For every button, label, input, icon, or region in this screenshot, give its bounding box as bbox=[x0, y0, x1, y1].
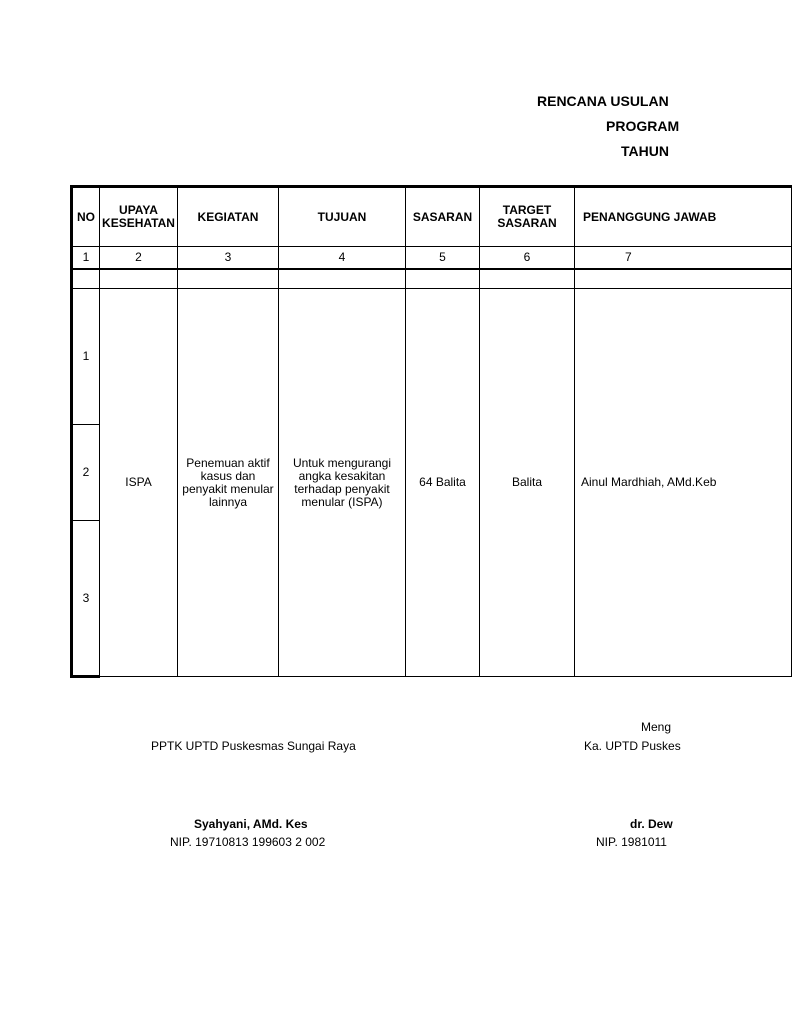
header-upaya-kesehatan: UPAYA KESEHATAN bbox=[100, 187, 178, 247]
column-number: 5 bbox=[406, 247, 480, 269]
column-number: 2 bbox=[100, 247, 178, 269]
left-signatory-nip: NIP. 19710813 199603 2 002 bbox=[170, 835, 326, 849]
doc-title-line3: TAHUN bbox=[621, 143, 669, 159]
right-signatory-name: dr. Dew bbox=[630, 817, 673, 831]
header-target-sasaran: TARGET SASARAN bbox=[480, 187, 575, 247]
doc-title-line1: RENCANA USULAN bbox=[537, 93, 669, 109]
header-sasaran: SASARAN bbox=[406, 187, 480, 247]
column-number: 6 bbox=[480, 247, 575, 269]
cell-sasaran: 64 Balita bbox=[406, 289, 480, 677]
header-tujuan: TUJUAN bbox=[279, 187, 406, 247]
header-kegiatan: KEGIATAN bbox=[178, 187, 279, 247]
left-signatory-role: PPTK UPTD Puskesmas Sungai Raya bbox=[151, 739, 356, 753]
cell-upaya-kesehatan: ISPA bbox=[100, 289, 178, 677]
cell-target-sasaran: Balita bbox=[480, 289, 575, 677]
row-number: 3 bbox=[72, 521, 100, 677]
table-spacer-row bbox=[72, 269, 792, 289]
cell-penanggung-jawab: Ainul Mardhiah, AMd.Keb bbox=[575, 289, 792, 677]
right-signatory-nip: NIP. 1981011 bbox=[596, 835, 667, 849]
column-number: 1 bbox=[72, 247, 100, 269]
doc-title-line2: PROGRAM bbox=[606, 118, 680, 134]
column-number: 4 bbox=[279, 247, 406, 269]
table-row bbox=[72, 289, 792, 425]
column-number-row bbox=[72, 247, 792, 269]
column-number: 7 bbox=[575, 247, 792, 269]
header-no: NO bbox=[72, 187, 100, 247]
rencana-table bbox=[70, 185, 792, 678]
right-signatory-role: Ka. UPTD Puskes bbox=[584, 739, 681, 753]
header-penanggung-jawab: PENANGGUNG JAWAB bbox=[575, 187, 792, 247]
column-number: 3 bbox=[178, 247, 279, 269]
row-number: 2 bbox=[72, 425, 100, 521]
right-signatory-label: Meng bbox=[641, 720, 672, 734]
cell-tujuan: Untuk mengurangi angka kesakitan terhadap penyakit menular (ISPA) bbox=[279, 289, 406, 677]
row-number: 1 bbox=[72, 289, 100, 425]
table-header-row bbox=[72, 187, 792, 247]
left-signatory-name: Syahyani, AMd. Kes bbox=[194, 817, 308, 831]
cell-kegiatan: Penemuan aktif kasus dan penyakit menular lainnya bbox=[178, 289, 279, 677]
